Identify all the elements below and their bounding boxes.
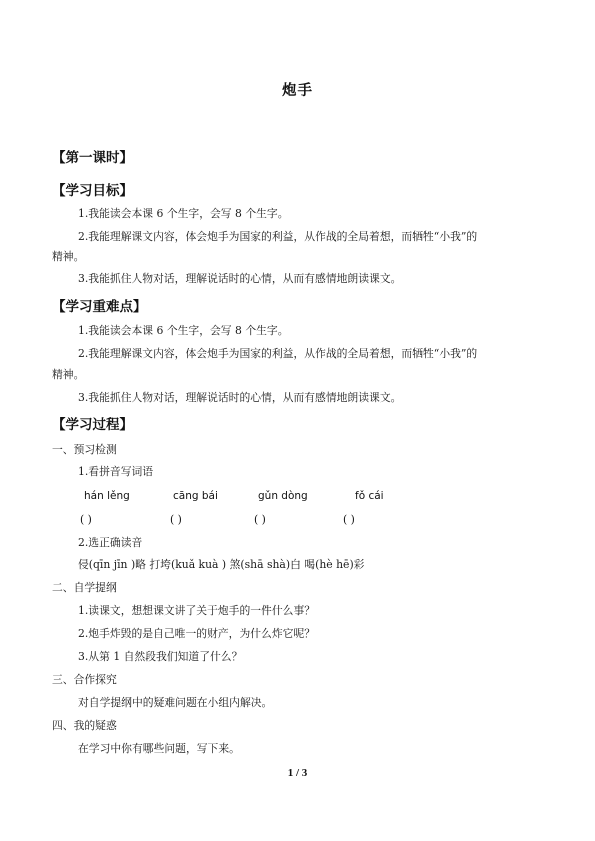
pinyin-1: hán lěng [84,490,130,502]
objective-item-2: 2.我能理解课文内容，体会炮手为国家的利益，从作战的全局着想，而牺牲“小我”的 [78,230,478,243]
answer-blank-4[interactable]: ( ) [343,513,355,526]
answer-blank-1[interactable]: ( ) [80,513,92,526]
section-4-text: 在学习中你有哪些问题，写下来。 [78,742,240,755]
reading-choices: 侵(qīn jīn )略 打垮(kuǎ kuà ) 煞(shā shà)白 喝(hè hē)彩 [78,558,365,571]
section-1-question-1: 1.看拼音写词语 [78,465,154,478]
keypoint-item-1: 1.我能读会本课 6 个生字，会写 8 个生字。 [78,324,289,337]
answer-blank-3[interactable]: ( ) [254,513,266,526]
page-title: 炮手 [282,83,313,99]
section-2-title: 二、自学提纲 [52,581,117,594]
section-1-question-2: 2.选正确读音 [78,536,143,549]
keypoint-item-3: 3.我能抓住人物对话，理解说话时的心情，从而有感情地朗读课文。 [78,391,402,404]
section-1-title: 一、预习检测 [52,443,117,456]
section-4-title: 四、我的疑惑 [52,719,117,732]
keypoints-heading: 【学习重难点】 [52,299,147,315]
pinyin-3: gǔn dòng [258,490,308,502]
answer-blank-2[interactable]: ( ) [170,513,182,526]
pinyin-4: fǒ cái [355,490,384,502]
section-3-text: 对自学提纲中的疑难问题在小组内解决。 [78,696,273,709]
objective-item-3: 3.我能抓住人物对话，理解说话时的心情，从而有感情地朗读课文。 [78,272,402,285]
pinyin-2: cāng bái [173,490,218,502]
section-2-question-1: 1.读课文，想想课文讲了关于炮手的一件什么事？ [78,604,316,617]
objective-item-1: 1.我能读会本课 6 个生字，会写 8 个生字。 [78,207,289,220]
section-3-title: 三、合作探究 [52,673,117,686]
process-heading: 【学习过程】 [52,417,133,433]
lesson-heading: 【第一课时】 [52,150,133,166]
page-number: 1 / 3 [287,767,308,779]
section-2-question-2: 2.炮手炸毁的是自己唯一的财产，为什么炸它呢？ [78,627,316,640]
section-2-question-3: 3.从第 1 自然段我们知道了什么？ [78,650,243,663]
objectives-heading: 【学习目标】 [52,183,133,199]
keypoint-item-2-cont: 精神。 [52,368,85,381]
keypoint-item-2: 2.我能理解课文内容，体会炮手为国家的利益，从作战的全局着想，而牺牲“小我”的 [78,347,478,360]
objective-item-2-cont: 精神。 [52,250,85,263]
